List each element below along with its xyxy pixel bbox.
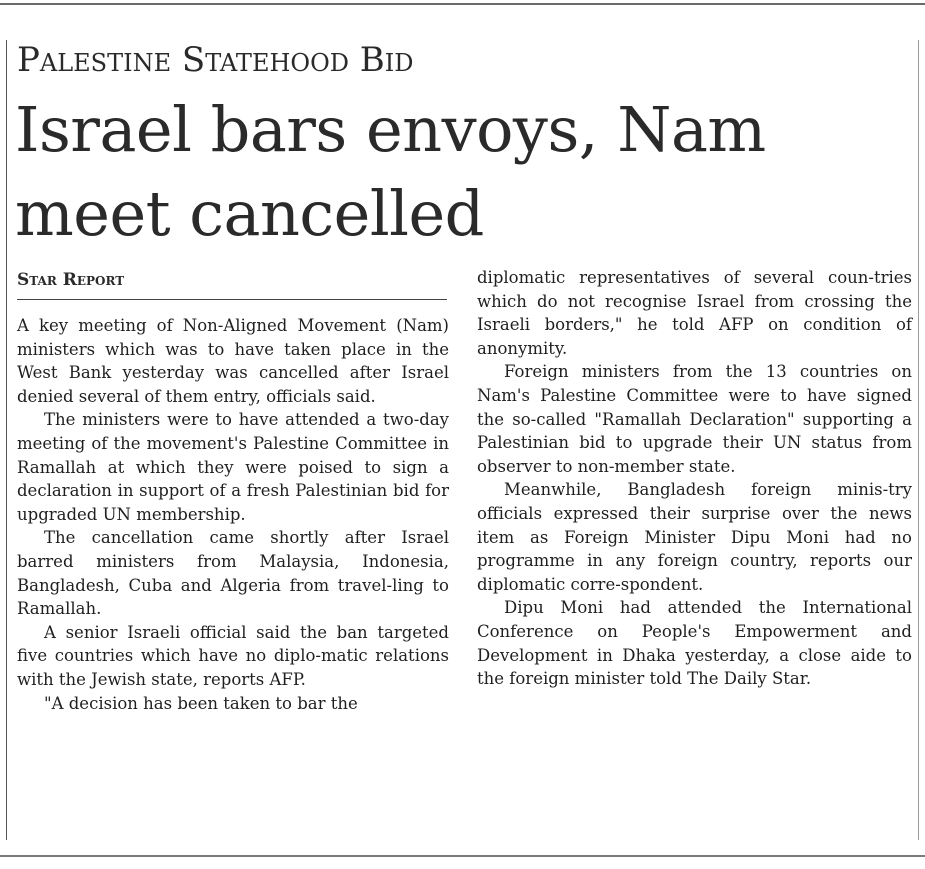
paragraph: A senior Israeli official said the ban targeted five countries which have no diplo-matic relations with the Jewish state, reports AFP. (17, 622, 449, 689)
left-border-rule (6, 40, 7, 840)
paragraph: A key meeting of Non-Aligned Movement (Nam) ministers which was to have taken place in the West Bank yesterday was cancelled after Israel denied several of them entry, officials said. (17, 316, 449, 406)
right-border-rule (918, 40, 919, 840)
article-byline: Star Report (17, 270, 125, 290)
paragraph: Dipu Moni had attended the International Conference on People's Empowerment and Development in Dhaka yesterday, a close aide to the foreign minister told The Daily Star. (477, 598, 912, 689)
paragraph: Foreign ministers from the 13 countries on Nam's Palestine Committee were to have signed the so-called "Ramallah Declaration" supporting a Palestinian bid to upgrade their UN status from observer to non-member state. (477, 362, 912, 476)
paragraph: diplomatic representatives of several coun-tries which do not recognise Israel from crossing the Israeli borders," he told AFP on condition of anonymity. (477, 268, 912, 358)
bottom-rule (0, 855, 925, 857)
article-column-right (477, 266, 912, 691)
paragraph: Meanwhile, Bangladesh foreign minis-try officials expressed their surprise over the news item as Foreign Minister Dipu Moni had no programme in any foreign country, reports our diplomatic corre-spondent. (477, 480, 912, 594)
paragraph: The cancellation came shortly after Israel barred ministers from Malaysia, Indonesia, Bangladesh, Cuba and Algeria from travel-ling to Ramallah. (17, 528, 449, 619)
article-kicker: Palestine Statehood Bid (17, 40, 414, 80)
paragraph: "A decision has been taken to bar the (44, 693, 358, 713)
article-headline: Israel bars envoys, Nam meet cancelled (15, 93, 766, 250)
top-rule (0, 3, 925, 5)
article-column-left (17, 314, 449, 715)
paragraph: The ministers were to have attended a two-day meeting of the movement's Palestine Committee in Ramallah at which they were poised to sign a declaration in support of a fresh Palestinian bid for upgraded UN membership. (17, 410, 449, 524)
byline-rule (17, 299, 447, 300)
